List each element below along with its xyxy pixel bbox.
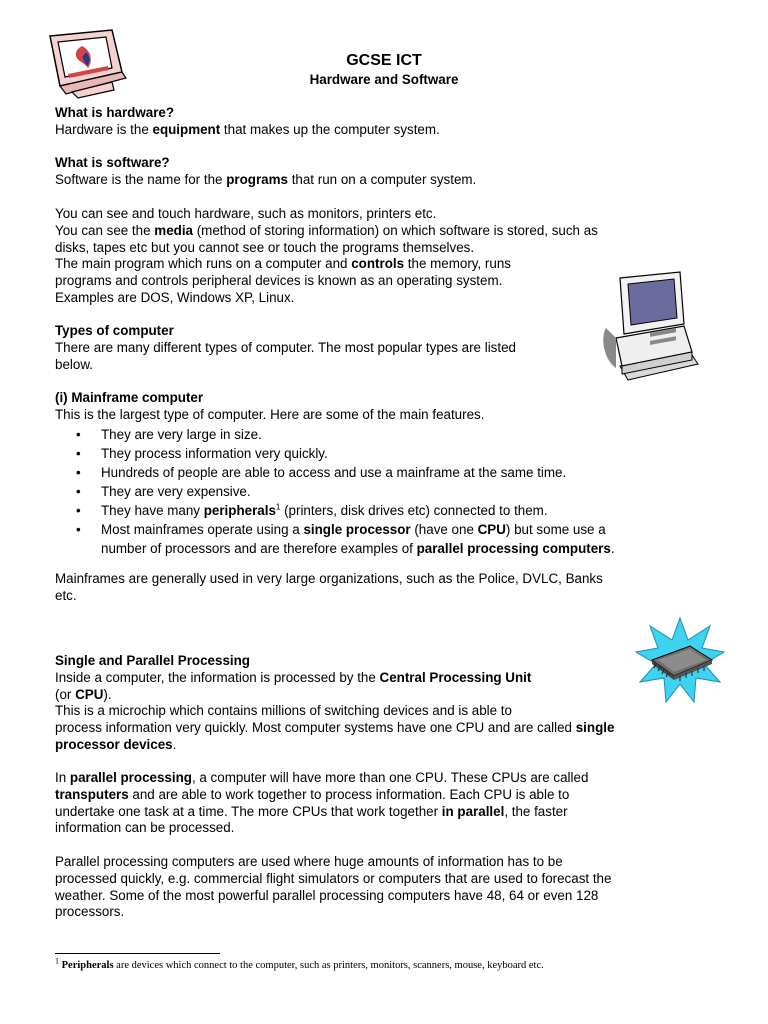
- paragraph-parallel-computers-uses: Parallel processing computers are used where huge amounts of information has to be processed quickly, e.g. commercial flight simulators or computers that are used to forecast the weather. Some of the most powerful parallel processing computers have 48, 64 or even 128 processors.: [55, 854, 612, 920]
- footnote: $^1$ Peripherals are devices which connect to the computer, such as printers, monitors, scanners, mouse, keyboard etc.: [55, 956, 544, 971]
- paragraph-mainframe-intro: This is the largest type of computer. Here are some of the main features.: [55, 407, 485, 422]
- paragraph-mainframe-uses: Mainframes are generally used in very large organizations, such as the Police, DVLC, Banks etc.: [55, 571, 603, 603]
- list-item: • They are very large in size.: [76, 427, 262, 442]
- list-item: • Hundreds of people are able to access and use a mainframe at the same time.: [76, 465, 567, 480]
- footnote-reference[interactable]: 1: [275, 502, 281, 512]
- mainframe-features-list: [55, 425, 735, 558]
- heading-what-is-software: What is software?: [55, 155, 170, 170]
- list-item: • Most mainframes operate using a single processor (have one CPU) but some use a number of processors and are therefore examples of parallel processing computers.: [76, 522, 615, 556]
- footnote-separator: [55, 953, 220, 954]
- list-item: • They process information very quickly.: [76, 446, 328, 461]
- paragraph-types-of-computer: There are many different types of computer. The most popular types are listed below.: [55, 340, 516, 372]
- heading-single-parallel-processing: Single and Parallel Processing: [55, 653, 250, 668]
- microchip-burst-icon: [634, 616, 726, 706]
- heading-mainframe-computer: (i) Mainframe computer: [55, 390, 204, 405]
- list-item: • They have many peripherals$^1$ (printers, disk drives etc) connected to them.: [76, 502, 548, 518]
- list-item: • They are very expensive.: [76, 484, 251, 499]
- paragraph-hardware-definition: Hardware is the equipment that makes up the computer system.: [55, 122, 440, 137]
- heading-what-is-hardware: What is hardware?: [55, 105, 175, 120]
- paragraph-operating-system: The main program which runs on a computer and controls the memory, runs programs and controls peripheral devices is known as an operating system. Examples are DOS, Windows XP, Linux.: [55, 256, 511, 305]
- paragraph-media: You can see the media (method of storing information) on which software is stored, such as disks, tapes etc but you cannot see or touch the programs themselves.: [55, 223, 598, 255]
- paragraph-see-touch-hardware: You can see and touch hardware, such as monitors, printers etc.: [55, 206, 437, 221]
- heading-types-of-computer: Types of computer: [55, 323, 174, 338]
- paragraph-cpu-intro: Inside a computer, the information is processed by the Central Processing Unit (or CPU).: [55, 670, 532, 702]
- page-subtitle: Hardware and Software: [309, 72, 459, 87]
- page-title: GCSE ICT: [346, 52, 422, 69]
- desktop-computer-icon: [598, 268, 706, 384]
- paragraph-microchip: This is a microchip which contains millions of switching devices and is able to process information very quickly. Most computer systems have one CPU and are called single processor devices.: [55, 703, 615, 752]
- paragraph-software-definition: Software is the name for the programs that run on a computer system.: [55, 172, 477, 187]
- paragraph-parallel-processing: In parallel processing, a computer will have more than one CPU. These CPUs are called transputers and are able to work together to process information. Each CPU is able to undertake one task at a time. The more CPUs that work together in parallel, the faster information can be processed.: [55, 770, 589, 836]
